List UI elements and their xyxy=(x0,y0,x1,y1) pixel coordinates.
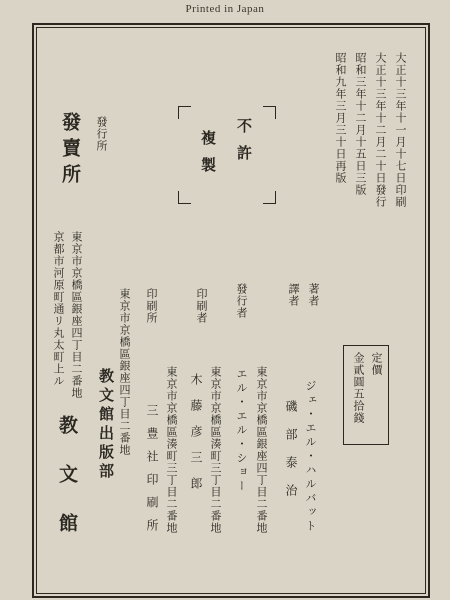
issuer-address: 東京市京橋區銀座四丁目二番地 xyxy=(255,366,268,534)
price-value: 金貳圓五拾錢 xyxy=(352,352,365,424)
reprint-date: 昭和九年三月三十日再版 xyxy=(334,52,347,184)
translator-name: 磯部泰治 xyxy=(284,400,298,512)
issue-date: 大正十三年十二月二十日發行 xyxy=(374,52,387,208)
issuer-label: 發行者 xyxy=(235,283,248,319)
publisher-label: 發行所 xyxy=(95,116,108,152)
print-date: 大正十三年十一月十七日印刷 xyxy=(394,52,407,208)
issuer-name: エル・エル・ショー xyxy=(235,368,248,494)
printshop-name: 三豊社印刷所 xyxy=(145,404,159,542)
printer-label: 印刷者 xyxy=(195,288,208,324)
printer-address: 東京市京橋區湊町三丁目二番地 xyxy=(209,366,222,534)
third-edition-date: 昭和三年十二月十五日三版 xyxy=(354,52,367,196)
printshop-address: 東京市京橋區湊町三丁目二番地 xyxy=(165,366,178,534)
author-label: 著者 xyxy=(307,283,320,307)
price-label: 定價 xyxy=(370,352,383,376)
author-name: ジェ・エル・ハルバット xyxy=(304,380,317,534)
no-reproduction-stamp xyxy=(178,106,276,204)
seller-label: 發賣所 xyxy=(59,112,81,190)
translator-label: 譯者 xyxy=(287,283,300,307)
seller-address-kyoto: 京都市河原町通リ丸太町上ル xyxy=(52,231,65,387)
printshop-label: 印刷所 xyxy=(145,288,158,324)
publisher-name: 教文館出版部 xyxy=(97,368,115,482)
stamp-text-1: 不許 xyxy=(235,118,253,172)
stamp-text-2: 複製 xyxy=(199,130,217,184)
seller-name: 教文館 xyxy=(56,415,78,562)
printer-name: 木藤彦三郎 xyxy=(189,373,203,503)
seller-address-tokyo: 東京市京橋區銀座四丁目二番地 xyxy=(70,231,83,399)
printed-in-japan: Printed in Japan xyxy=(185,3,265,15)
publisher-address: 東京市京橋區銀座四丁目二番地 xyxy=(118,288,131,456)
price-box xyxy=(343,345,389,445)
